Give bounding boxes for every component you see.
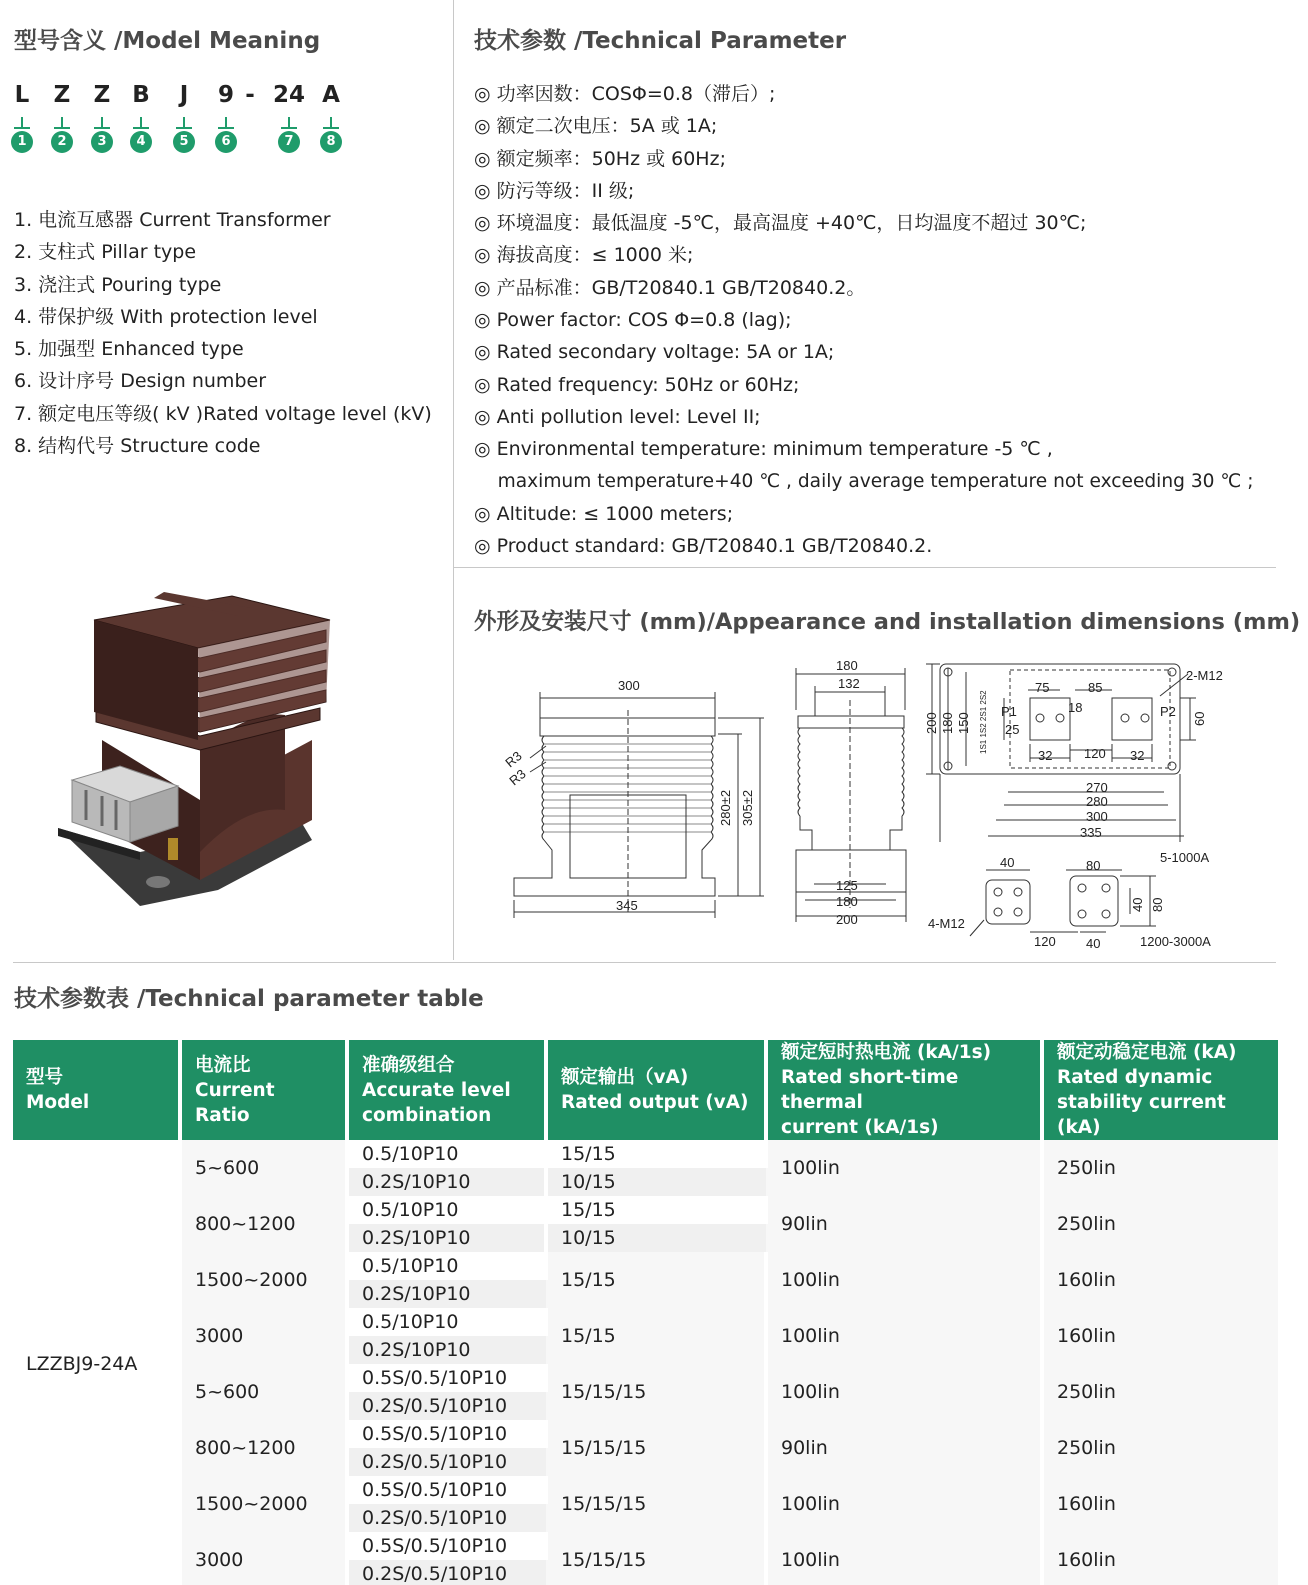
list-item: ◎ Altitude: ≤ 1000 meters; — [474, 502, 734, 525]
ratio-cell: 3000 — [180, 1532, 347, 1585]
technical-parameter-list — [474, 78, 1253, 562]
list-item: ◎ 防污等级：II 级; — [474, 179, 635, 202]
model-cell: LZZBJ9-24A — [13, 1140, 180, 1585]
output-cell: 15/15 — [546, 1308, 766, 1364]
dim-label: R3 — [502, 748, 525, 771]
dim-label: 80 — [1086, 858, 1101, 873]
dimensions-heading: 外形及安装尺寸 (mm)/Appearance and installation dimensions (mm) — [474, 609, 1301, 635]
ratio-cell: 3000 — [180, 1308, 347, 1364]
thermal-cell: 100lin — [766, 1252, 1042, 1308]
code-number-badge: 6 — [212, 117, 240, 153]
dim-label: 80 — [1150, 897, 1165, 912]
output-cell: 15/15/15 — [546, 1420, 766, 1476]
table-row — [13, 1252, 1278, 1280]
code-letter: L — [14, 82, 30, 108]
accuracy-cell: 0.5/10P10 — [347, 1252, 546, 1280]
dim-label: 120 — [1034, 934, 1056, 949]
accuracy-cell: 0.5S/0.5/10P10 — [347, 1532, 546, 1560]
list-item: 8. 结构代号 Structure code — [14, 435, 261, 458]
list-item: ◎ 额定频率：50Hz 或 60Hz; — [474, 147, 726, 170]
ratio-cell: 5~600 — [180, 1140, 347, 1196]
list-item: ◎ 额定二次电压：5A 或 1A; — [474, 115, 718, 138]
list-item: ◎ Product standard: GB/T20840.1 GB/T20840.2. — [474, 535, 933, 558]
code-letter: - — [245, 82, 255, 108]
output-cell: 15/15/15 — [546, 1532, 766, 1585]
dim-label: 5-1000A — [1160, 850, 1210, 865]
code-number-badge: 8 — [317, 117, 345, 153]
ratio-cell: 1500~2000 — [180, 1476, 347, 1532]
list-item: ◎ Rated frequency: 50Hz or 60Hz; — [474, 373, 800, 396]
dim-label: 40 — [1086, 936, 1101, 951]
table-row — [13, 1364, 1278, 1392]
thermal-cell: 100lin — [766, 1532, 1042, 1585]
header-dynamic-current: 额定动稳定电流 (kA) Rated dynamic stability current (kA) — [1042, 1040, 1278, 1140]
table-row — [13, 1420, 1278, 1448]
list-item: ◎ 海拔高度：≤ 1000 米; — [474, 244, 694, 267]
list-item: ◎ Rated secondary voltage: 5A or 1A; — [474, 341, 835, 364]
code-letter: 24 — [272, 82, 305, 108]
table-row — [13, 1476, 1278, 1504]
dim-label: 1S1 1S2 2S1 2S2 — [979, 690, 988, 754]
dim-label: R3 — [506, 766, 529, 789]
dim-label: 180 — [836, 658, 858, 673]
dim-label: 280 — [1086, 794, 1108, 809]
dim-label: 132 — [838, 676, 860, 691]
table-row — [13, 1196, 1278, 1224]
dynamic-cell: 250lin — [1042, 1420, 1278, 1476]
dim-label: 85 — [1088, 680, 1103, 695]
code-letter: J — [179, 82, 189, 108]
dim-label: 300 — [1086, 809, 1108, 824]
output-cell: 10/15 — [546, 1224, 766, 1252]
dim-label: 25 — [1005, 722, 1020, 737]
dim-label: 305±2 — [740, 789, 755, 826]
code-number-badge: 3 — [88, 117, 116, 153]
ratio-cell: 800~1200 — [180, 1196, 347, 1252]
accuracy-cell: 0.2S/0.5/10P10 — [347, 1504, 546, 1532]
thermal-cell: 100lin — [766, 1140, 1042, 1196]
param-table-heading: 技术参数表 /Technical parameter table — [14, 986, 484, 1012]
code-number-badge: 2 — [48, 117, 76, 153]
output-cell: 15/15 — [546, 1140, 766, 1168]
accuracy-cell: 0.2S/10P10 — [347, 1336, 546, 1364]
list-item: ◎ Anti pollution level: Level II; — [474, 405, 761, 428]
list-item: 4. 带保护级 With protection level — [14, 305, 318, 328]
list-item: ◎ 环境温度：最低温度 -5℃，最高温度 +40℃，日均温度不超过 30℃; — [474, 212, 1087, 235]
ratio-cell: 1500~2000 — [180, 1252, 347, 1308]
dynamic-cell: 160lin — [1042, 1532, 1278, 1585]
dynamic-cell: 250lin — [1042, 1364, 1278, 1420]
thermal-cell: 100lin — [766, 1476, 1042, 1532]
dim-label: 40 — [1130, 897, 1145, 912]
accuracy-cell: 0.5S/0.5/10P10 — [347, 1364, 546, 1392]
table-row — [13, 1308, 1278, 1336]
list-item: maximum temperature+40 ℃ , daily average temperature not exceeding 30 ℃ ; — [474, 470, 1254, 492]
dim-label: 345 — [616, 898, 638, 913]
accuracy-cell: 0.5/10P10 — [347, 1140, 546, 1168]
dim-label: 32 — [1038, 748, 1053, 763]
code-letter: 9 — [217, 82, 234, 108]
accuracy-cell: 0.2S/0.5/10P10 — [347, 1448, 546, 1476]
dynamic-cell: 160lin — [1042, 1476, 1278, 1532]
horizontal-divider — [13, 962, 1276, 963]
list-item: 2. 支柱式 Pillar type — [14, 241, 197, 264]
header-model: 型号 Model — [13, 1040, 180, 1140]
dynamic-cell: 160lin — [1042, 1252, 1278, 1308]
dim-label: 40 — [1000, 855, 1015, 870]
code-number-badge: 7 — [275, 117, 303, 153]
header-thermal-current: 额定短时热电流 (kA/1s) Rated short-time thermal current (kA/1s) — [766, 1040, 1042, 1140]
dim-label: 200 — [924, 712, 939, 734]
model-meaning-list — [14, 204, 432, 462]
accuracy-cell: 0.5/10P10 — [347, 1196, 546, 1224]
output-cell: 15/15 — [546, 1252, 766, 1308]
thermal-cell: 90lin — [766, 1196, 1042, 1252]
accuracy-cell: 0.5/10P10 — [347, 1308, 546, 1336]
product-photo — [50, 590, 340, 910]
header-accuracy: 准确级组合 Accurate level combination — [347, 1040, 546, 1140]
dim-label: 2-M12 — [1186, 668, 1223, 683]
list-item: 3. 浇注式 Pouring type — [14, 273, 222, 296]
table-row — [13, 1140, 1278, 1168]
accuracy-cell: 0.5S/0.5/10P10 — [347, 1420, 546, 1448]
output-cell: 10/15 — [546, 1168, 766, 1196]
list-item: ◎ 产品标准：GB/T20840.1 GB/T20840.2。 — [474, 276, 866, 299]
accuracy-cell: 0.5S/0.5/10P10 — [347, 1476, 546, 1504]
code-letter: A — [322, 82, 340, 108]
model-meaning-heading: 型号含义 /Model Meaning — [14, 28, 321, 54]
list-item: ◎ 功率因数：COSΦ=0.8（滞后）; — [474, 83, 776, 105]
dim-label: 300 — [618, 678, 640, 693]
dim-label: P2 — [1160, 704, 1176, 719]
output-cell: 15/15/15 — [546, 1364, 766, 1420]
dim-label: 200 — [836, 912, 858, 927]
technical-parameter-heading: 技术参数 /Technical Parameter — [474, 28, 847, 54]
output-cell: 15/15 — [546, 1196, 766, 1224]
dim-label: 180 — [940, 712, 955, 734]
param-table — [13, 1040, 1278, 1585]
header-current-ratio: 电流比 Current Ratio — [180, 1040, 347, 1140]
dimension-drawing — [500, 650, 1290, 960]
horizontal-divider — [453, 567, 1276, 568]
accuracy-cell: 0.2S/10P10 — [347, 1224, 546, 1252]
thermal-cell: 100lin — [766, 1364, 1042, 1420]
dim-label: 270 — [1086, 780, 1108, 795]
dim-label: 150 — [956, 712, 971, 734]
dim-label: 335 — [1080, 825, 1102, 840]
thermal-cell: 100lin — [766, 1308, 1042, 1364]
dynamic-cell: 250lin — [1042, 1196, 1278, 1252]
dim-label: 125 — [836, 878, 858, 893]
code-number-badge: 4 — [127, 117, 155, 153]
dim-label: 180 — [836, 894, 858, 909]
list-item: 6. 设计序号 Design number — [14, 370, 267, 393]
table-row — [13, 1532, 1278, 1560]
accuracy-cell: 0.2S/0.5/10P10 — [347, 1560, 546, 1585]
dim-label: 280±2 — [718, 789, 733, 826]
accuracy-cell: 0.2S/10P10 — [347, 1280, 546, 1308]
dim-label: 120 — [1084, 746, 1106, 761]
code-number-badge: 5 — [170, 117, 198, 153]
dim-label: 4-M12 — [928, 916, 965, 931]
dim-label: 75 — [1035, 680, 1050, 695]
dim-label: P1 — [1001, 704, 1017, 719]
output-cell: 15/15/15 — [546, 1476, 766, 1532]
code-number-badge: 1 — [8, 117, 36, 153]
table-header-row — [13, 1040, 1278, 1140]
list-item: 7. 额定电压等级( kV )Rated voltage level (kV) — [14, 402, 432, 425]
dim-label: 18 — [1068, 700, 1083, 715]
ratio-cell: 5~600 — [180, 1364, 347, 1420]
list-item: ◎ Environmental temperature: minimum temperature -5 ℃ , — [474, 438, 1053, 461]
code-letter: Z — [93, 82, 111, 108]
header-rated-output: 额定输出（vA) Rated output (vA) — [546, 1040, 766, 1140]
dynamic-cell: 160lin — [1042, 1308, 1278, 1364]
accuracy-cell: 0.2S/0.5/10P10 — [347, 1392, 546, 1420]
vertical-divider — [453, 0, 454, 960]
dim-label: 32 — [1130, 748, 1145, 763]
dim-label: 1200-3000A — [1140, 934, 1211, 949]
list-item: 1. 电流互感器 Current Transformer — [14, 209, 331, 231]
list-item: ◎ Power factor: COS Φ=0.8 (lag); — [474, 309, 792, 332]
dim-label: 60 — [1192, 711, 1207, 726]
dynamic-cell: 250lin — [1042, 1140, 1278, 1196]
code-letter: Z — [53, 82, 71, 108]
thermal-cell: 90lin — [766, 1420, 1042, 1476]
accuracy-cell: 0.2S/10P10 — [347, 1168, 546, 1196]
code-letter: B — [132, 82, 150, 108]
ratio-cell: 800~1200 — [180, 1420, 347, 1476]
list-item: 5. 加强型 Enhanced type — [14, 338, 244, 361]
